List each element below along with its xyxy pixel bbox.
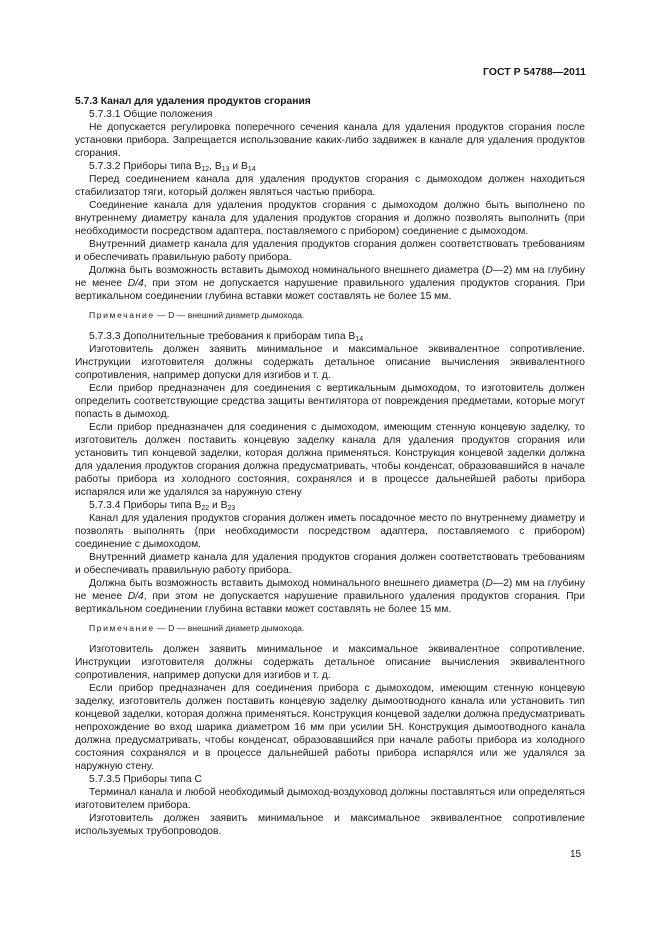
note: Примечание — D — внешний диаметр дымохода. (89, 310, 305, 320)
paragraph: Канал для удаления продуктов сгорания должен иметь посадочное место по внутреннему диаметру и позволять выполнять (при необходимости посредством адаптера, поставляемого с прибором) соединение с дымоходом. (75, 513, 585, 550)
paragraph: Должна быть возможность вставить дымоход номинального внешнего диаметра (D—2) мм на глубину не менее D/4, при этом не допускается нарушение правильного удаления продуктов сгорания. При вертикальном соединении глубина вставки может составлять не более 15 мм. (75, 578, 586, 615)
paragraph: Соединение канала для удаления продуктов сгорания с дымоходом должно быть выполнено по внутреннему диаметру канала для удаления продуктов сгорания и должно позволять выполнить (при необходимости посредством адаптера, поставляемого с прибором) соединение с дымоходом. (75, 200, 585, 237)
paragraph: Должна быть возможность вставить дымоход номинального внешнего диаметра (D—2) мм на глубину не менее D/4, при этом не допускается нарушение правильного удаления продуктов сгорания. При вертикальном соединении глубина вставки может составлять не более 15 мм. (75, 265, 586, 302)
paragraph: Перед соединением канала для удаления продуктов сгорания с дымоходом должен находиться стабилизатор тяги, который должен являться частью прибора. (75, 174, 585, 198)
paragraph: Если прибор предназначен для соединения с вертикальным дымоходом, то изготовитель должен определить соответствующие средства защиты вентилятора от повреждения предметами, которые могут попасть в дымоход. (75, 383, 585, 420)
paragraph: Терминал канала и любой необходимый дымоход-воздуховод должны поставляться или определяться изготовителем прибора. (75, 787, 585, 811)
subsection-5-7-3-1: 5.7.3.1 Общие положения (89, 109, 213, 120)
paragraph: Внутренний диаметр канала для удаления продуктов сгорания должен соответствовать требованиям и обеспечивать правильную работу прибора. (75, 552, 585, 576)
paragraph: Изготовитель должен заявить минимальное и максимальное эквивалентное сопротивление используемых трубопроводов. (75, 813, 585, 837)
paragraph: Если прибор предназначен для соединения с дымоходом, имеющим стенную концевую заделку, то изготовитель должен поставить концевую заделку канала для удаления продуктов сгорания или установить тип концевой заделки, которая должна применяться. Конструкция концевой заделки должна для удаления продуктов сгорания должна предусматривать, чтобы конденсат, образовавшийся в начале работы прибора из холодного состояния, сохранялся и в процессе дальнейшей работы прибора испарялся или же удалялся за наружную стену (75, 422, 585, 498)
paragraph: Изготовитель должен заявить минимальное и максимальное эквивалентное сопротивление. Инструкции изготовителя должны содержать детальное описание вычисления эквивалентного сопротивления, например допуски для изгибов и т. д. (75, 344, 585, 381)
document-body (75, 95, 585, 838)
document-code: ГОСТ Р 54788—2011 (482, 66, 586, 78)
paragraph: Если прибор предназначен для соединения прибора с дымоходом, имеющим стенную концевую заделку, изготовитель должен поставить концевую заделку дымоотводного канала или установить тип концевой заделки, которая должна применяться. Конструкция концевой заделки должна предусматривать непрохождение во вход шарика диаметром 16 мм при усилии 5Н. Конструкция дымоотводного канала должна предусматривать, чтобы конденсат, образовавшийся при начале работы прибора из холодного состояния сохранялся и в процессе дальнейшей работы прибора испарялся или же удалялся за наружную стену. (75, 683, 585, 772)
paragraph: Не допускается регулировка поперечного сечения канала для удаления продуктов сгорания после установки прибора. Запрещается использование каких-либо задвижек в канале для удаления продуктов сгорания. (75, 122, 585, 159)
page-number: 15 (570, 849, 582, 860)
paragraph: Изготовитель должен заявить минимальное и максимальное эквивалентное сопротивление. Инструкции изготовителя должны содержать детальное описание вычисления эквивалентного сопротивления, например допуски для изгибов и т. д. (75, 644, 585, 681)
subsection-5-7-3-3: 5.7.3.3 Дополнительные требования к приборам типа $В_{14}$ (89, 331, 364, 343)
subsection-5-7-3-2: 5.7.3.2 Приборы типа $В_{12}$, $В_{13}$ и $В_{14}$ (89, 161, 256, 173)
subsection-5-7-3-4: 5.7.3.4 Приборы типа $В_{22}$ и $В_{23}$ (89, 500, 236, 512)
section-heading-5-7-3: 5.7.3 Канал для удаления продуктов сгорания (75, 96, 311, 107)
note: Примечание — D — внешний диаметр дымохода. (89, 623, 305, 633)
subsection-5-7-3-5: 5.7.3.5 Приборы типа С (89, 774, 202, 785)
paragraph: Внутренний диаметр канала для удаления продуктов сгорания должен соответствовать требованиям и обеспечивать правильную работу прибора. (75, 239, 585, 263)
